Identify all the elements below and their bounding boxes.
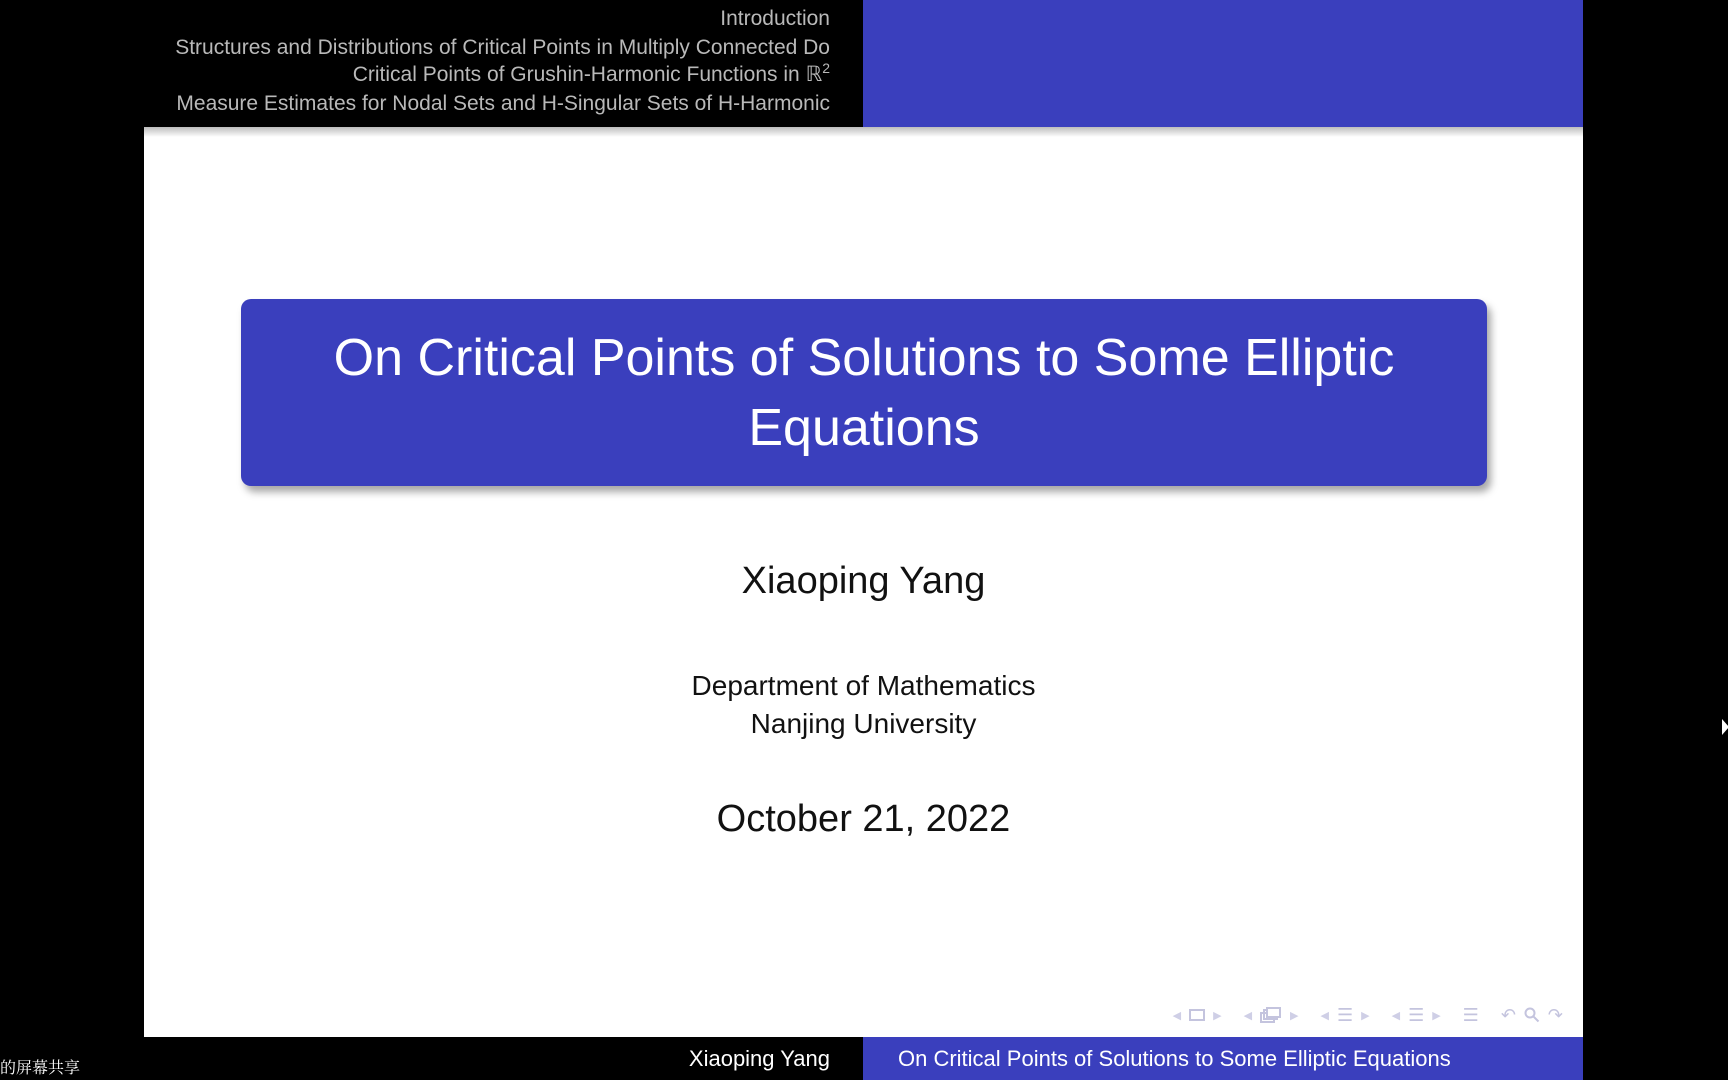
- frame-icon[interactable]: [1189, 1009, 1205, 1021]
- footline-title: On Critical Points of Solutions to Some Elliptic Equations: [863, 1037, 1583, 1080]
- appendix-nav: [1463, 1005, 1479, 1026]
- institute-university: Nanjing University: [750, 708, 977, 739]
- forward-icon[interactable]: ↷: [1547, 1004, 1563, 1025]
- section-link-multiply-connected[interactable]: Structures and Distributions of Critical Points in Multiply Connected Do: [175, 36, 830, 59]
- headline-blue-panel: [863, 0, 1583, 127]
- appendix-icon[interactable]: ☰: [1462, 1004, 1479, 1025]
- headline: [144, 0, 1583, 127]
- frame-prev-arrow-icon[interactable]: ◀: [1172, 1009, 1182, 1022]
- title-block: [241, 299, 1487, 486]
- section-label-grushin: Critical Points of Grushin-Harmonic Functions in: [352, 63, 806, 86]
- section-prev-arrow-icon[interactable]: ◀: [1320, 1009, 1329, 1022]
- section-navigation: [144, 0, 863, 127]
- search-icon[interactable]: [1524, 1007, 1540, 1023]
- institute: [144, 667, 1583, 743]
- presentation-title: On Critical Points of Solutions to Some Elliptic Equations: [333, 328, 1395, 457]
- section-nav: [1321, 1005, 1370, 1026]
- frame-nav: [1173, 1009, 1222, 1022]
- headline-shadow: [144, 127, 1583, 137]
- back-icon[interactable]: ↶: [1500, 1004, 1516, 1025]
- screen-share-label: 的屏幕共享: [0, 1058, 81, 1077]
- section-icon[interactable]: ☰: [1336, 1004, 1354, 1025]
- footline: [144, 1037, 1583, 1080]
- subsection-prev-arrow-icon[interactable]: ◀: [1243, 1009, 1253, 1022]
- r2-superscript: 2: [822, 60, 830, 76]
- section-link-grushin-harmonic[interactable]: [352, 60, 830, 87]
- presentation-icon[interactable]: ☰: [1408, 1004, 1425, 1025]
- footline-author: Xiaoping Yang: [144, 1037, 863, 1080]
- presentation-prev-arrow-icon[interactable]: ◀: [1391, 1009, 1401, 1022]
- section-link-measure-estimates[interactable]: Measure Estimates for Nodal Sets and H-Singular Sets of H-Harmonic: [176, 92, 830, 115]
- section-next-arrow-icon[interactable]: ▶: [1361, 1009, 1370, 1022]
- presentation-nav: [1392, 1005, 1441, 1026]
- subsection-icon[interactable]: [1260, 1007, 1282, 1023]
- subsection-next-arrow-icon[interactable]: ▶: [1290, 1009, 1299, 1022]
- mouse-cursor-icon: [1722, 719, 1728, 735]
- institute-department: Department of Mathematics: [691, 670, 1036, 701]
- section-link-introduction[interactable]: Introduction: [720, 7, 830, 30]
- presentation-date: October 21, 2022: [716, 798, 1011, 840]
- author-name: Xiaoping Yang: [741, 560, 986, 602]
- slide: [144, 0, 1583, 1080]
- r2-symbol: ℝ: [805, 63, 823, 86]
- beamer-navigation-bar: [1173, 1004, 1563, 1026]
- frame-next-arrow-icon[interactable]: ▶: [1213, 1009, 1222, 1022]
- subsection-nav: [1244, 1007, 1299, 1023]
- presentation-next-arrow-icon[interactable]: ▶: [1432, 1009, 1441, 1022]
- search-nav: [1501, 1005, 1563, 1026]
